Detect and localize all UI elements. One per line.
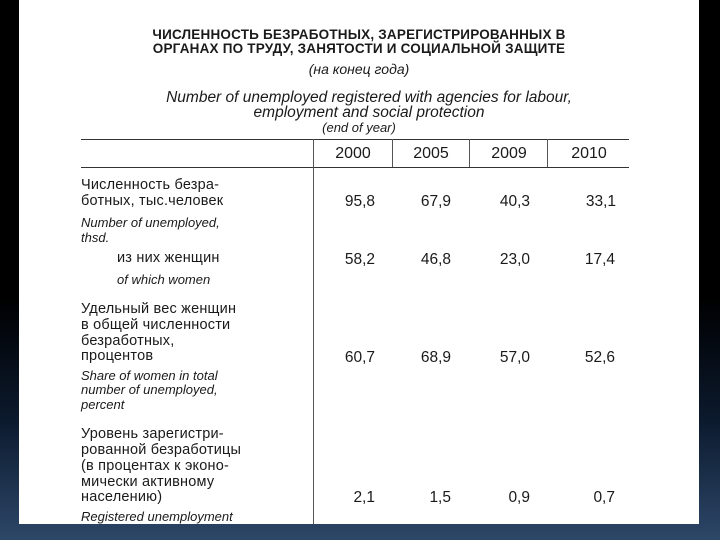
- cell-value: 1,5: [429, 489, 451, 506]
- title-en-line-1: Number of unemployed registered with agencies for labour,: [166, 89, 572, 106]
- row-label-ru: рованной безработицы: [81, 442, 242, 458]
- row-label-ru: процентов: [81, 348, 154, 364]
- row-label-ru: Численность безра-: [81, 177, 220, 193]
- table-header-rule: [81, 167, 629, 168]
- cell-value: 46,8: [420, 251, 451, 268]
- cell-value: 17,4: [584, 251, 615, 268]
- column-divider: [469, 139, 470, 167]
- column-divider: [313, 139, 314, 524]
- row-label-ru: из них женщин: [117, 250, 220, 266]
- title-en-subtitle: (end of year): [322, 120, 396, 135]
- row-label-en: number of unemployed,: [81, 382, 218, 397]
- row-label-ru: Уровень зарегистри-: [81, 426, 224, 442]
- cell-value: 95,8: [344, 193, 375, 210]
- cell-value: 0,9: [508, 489, 530, 506]
- column-divider: [547, 139, 548, 167]
- row-label-ru: населению): [81, 489, 163, 505]
- cell-value: 0,7: [593, 489, 615, 506]
- row-label-en: Share of women in total: [81, 368, 218, 383]
- year-header: 2000: [335, 145, 371, 162]
- cell-value: 60,7: [344, 349, 375, 366]
- cell-value: 52,6: [584, 349, 615, 366]
- cell-value: 57,0: [499, 349, 530, 366]
- cell-value: 68,9: [420, 349, 451, 366]
- row-label-en: percent: [81, 397, 125, 412]
- row-label-ru: мически активному: [81, 474, 215, 490]
- row-label-en: thsd.: [81, 230, 110, 245]
- row-label-ru: (в процентах к эконо-: [81, 458, 230, 474]
- cell-value: 23,0: [499, 251, 530, 268]
- column-divider: [392, 139, 393, 167]
- year-header: 2005: [413, 145, 449, 162]
- cell-value: 40,3: [499, 193, 530, 210]
- row-label-en: Number of unemployed,: [81, 215, 220, 230]
- row-label-ru: безработных,: [81, 333, 175, 349]
- row-label-ru: ботных, тыс.человек: [81, 193, 224, 209]
- cell-value: 58,2: [344, 251, 375, 268]
- row-label-en: Registered unemployment: [81, 509, 233, 524]
- year-header: 2009: [491, 145, 527, 162]
- cell-value: 33,1: [585, 193, 616, 210]
- title-ru-line-2: ОРГАНАХ ПО ТРУДУ, ЗАНЯТОСТИ И СОЦИАЛЬНОЙ ЗАЩИТЕ: [152, 41, 566, 56]
- row-label-ru: в общей численности: [81, 317, 231, 333]
- slide: [19, 0, 699, 524]
- year-header: 2010: [571, 145, 607, 162]
- cell-value: 67,9: [420, 193, 451, 210]
- row-label-en: of which women: [117, 272, 211, 287]
- row-label-ru: Удельный вес женщин: [81, 301, 237, 317]
- cell-value: 2,1: [353, 489, 375, 506]
- title-ru-line-1: ЧИСЛЕННОСТЬ БЕЗРАБОТНЫХ, ЗАРЕГИСТРИРОВАННЫХ В: [152, 27, 566, 42]
- title-ru-subtitle: (на конец года): [308, 61, 410, 77]
- title-en-line-2: employment and social protection: [253, 104, 485, 121]
